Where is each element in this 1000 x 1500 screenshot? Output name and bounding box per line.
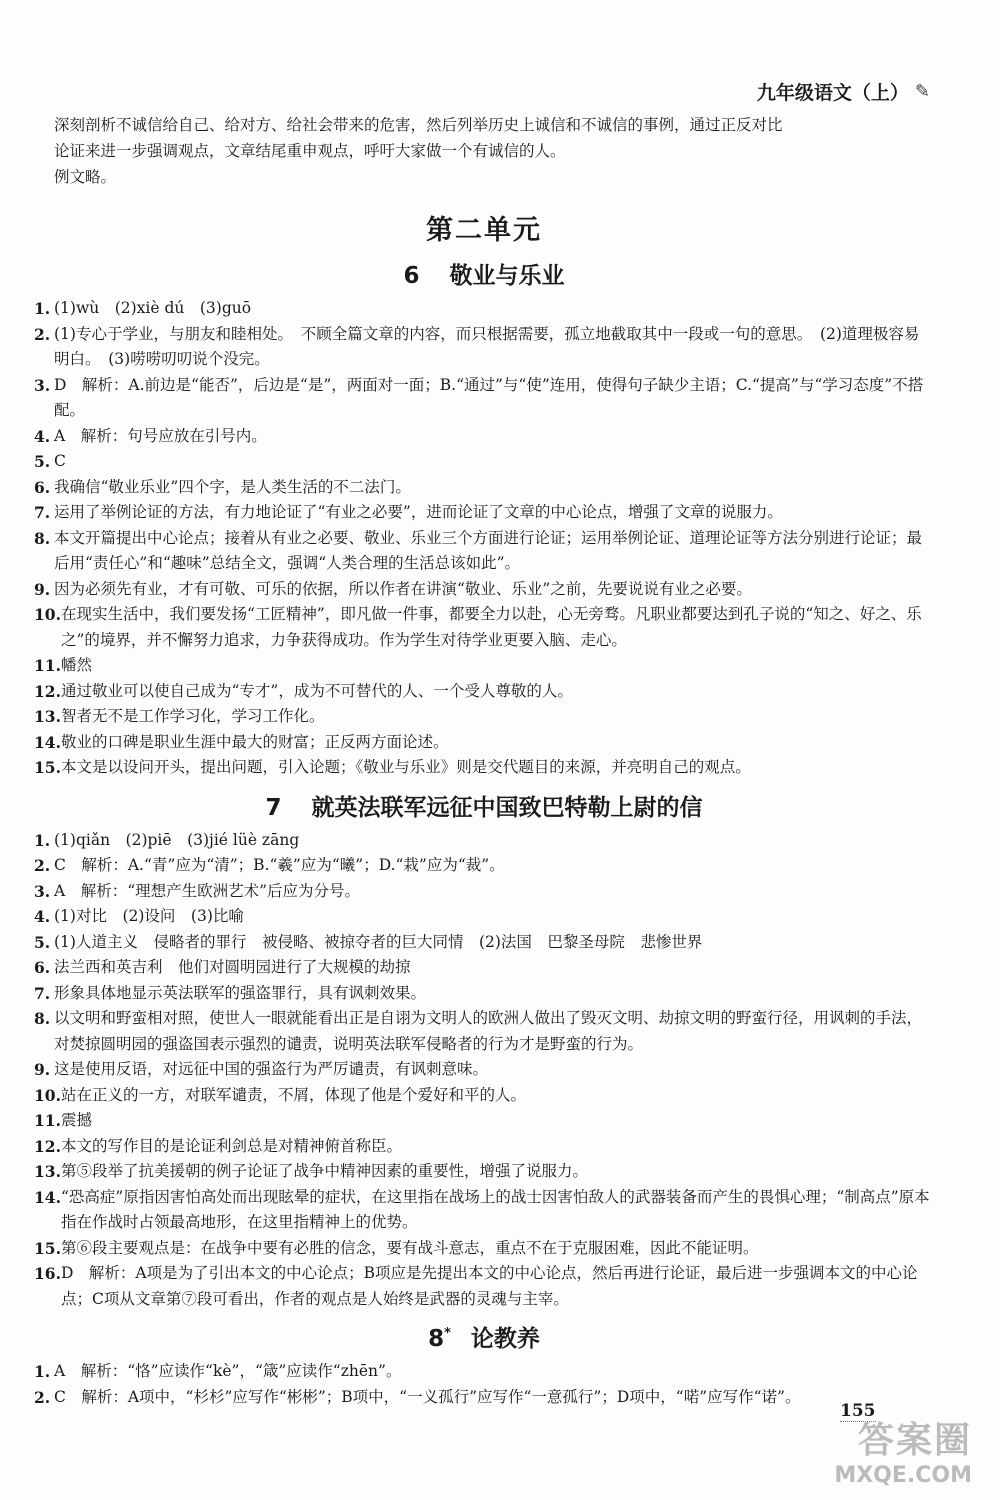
- answer-number: 4.: [34, 426, 51, 446]
- answer-item: [34, 500, 934, 526]
- answer-number: 1.: [34, 299, 51, 318]
- answer-text: D 解析：A.前边是“能否”，后边是“是”，两面对一面；B.“通过”与“使”连用，使得句子缺少主语；C.“提高”与“学习态度”不搭配。: [54, 375, 924, 419]
- answer-text: (1)人道主义 侵略者的罪行 被侵略、被掠夺者的巨大同情 (2)法国 巴黎圣母院 悲惨世界: [54, 932, 703, 951]
- answer-number: 12.: [34, 681, 61, 701]
- answer-text: 智者无不是工作学习化，学习工作化。: [60, 707, 325, 725]
- answer-item: [34, 1006, 934, 1057]
- watermark-url: MXQE.COM: [834, 1463, 972, 1488]
- answer-item: [34, 296, 934, 322]
- answer-item: [34, 1083, 934, 1109]
- answer-text: 震撼: [60, 1111, 92, 1129]
- answer-text: 以文明和野蛮相对照，使世人一眼就能看出正是自诩为文明人的欧洲人做出了毁灭文明、劫掠文明的野蛮行径，用讽刺的手法，对焚掠圆明园的强盗国表示强烈的谴责，说明英法联军侵略者的行为才是野蛮的行为。: [54, 1009, 923, 1053]
- answer-number: 16.: [34, 1264, 61, 1283]
- answer-item: [34, 373, 934, 424]
- answer-text: 法兰西和英吉利 他们对圆明园进行了大规模的劫掠: [54, 958, 411, 976]
- page-number: 155: [840, 1401, 876, 1421]
- answer-item: [34, 1359, 934, 1385]
- answer-item: [34, 981, 934, 1007]
- lesson-name: 就英法联军远征中国致巴特勒上尉的信: [311, 794, 703, 821]
- answer-number: 1.: [34, 1362, 51, 1381]
- lesson-number: 6: [403, 263, 420, 289]
- answer-item: [34, 1261, 934, 1312]
- answer-item: [34, 930, 934, 956]
- answer-item: [34, 1057, 934, 1083]
- intro-line: 例文略。: [54, 168, 117, 186]
- answer-text: 在现实生活中，我们要发扬“工匠精神”，即凡做一件事，都要全力以赴，心无旁骛。凡职业都要达到孔子说的“知之、好之、乐之”的境界，并不懈努力追求，力争获得成功。作为学生对待学业更要入脑、走心。: [60, 605, 922, 649]
- answer-item: [34, 1108, 934, 1134]
- page-content: [34, 112, 934, 1410]
- answer-number: 11.: [34, 1111, 61, 1130]
- lesson-number: 7: [265, 794, 282, 821]
- answer-number: 15.: [34, 758, 61, 777]
- answer-text: 本文是以设问开头，提出问题，引入论题；《敬业与乐业》则是交代题目的来源，并亮明自己的观点。: [60, 758, 751, 776]
- answer-text: C 解析：A.“青”应为“清”；B.“羲”应为“曦”；D.“栽”应为“裁”。: [54, 856, 505, 874]
- lesson-8-answers: [34, 1359, 934, 1410]
- answer-number: 11.: [34, 656, 61, 675]
- optional-mark: *: [444, 1326, 451, 1342]
- lesson-name: 敬业与乐业: [449, 263, 565, 289]
- answer-item: [34, 322, 934, 373]
- lesson-7-answers: [34, 828, 934, 1313]
- answer-text: 敬业的口碑是职业生涯中最大的财富；正反两方面论述。: [60, 732, 449, 751]
- answer-text: 这是使用反语，对远征中国的强盗行为严厉谴责，有讽刺意味。: [54, 1060, 489, 1078]
- answer-item: [34, 955, 934, 981]
- answer-text: D 解析：A项是为了引出本文的中心论点；B项应是先提出本文的中心论点，然后再进行论证，最后进一步强调本文的中心论点；C项从文章第⑦段可看出，作者的观点是人始终是武器的灵魂与主宰。: [60, 1264, 918, 1308]
- answer-number: 13.: [34, 707, 61, 726]
- answer-number: 6.: [34, 958, 51, 977]
- answer-text: 第⑤段举了抗美援朝的例子论证了战争中精神因素的重要性，增强了说服力。: [60, 1162, 588, 1180]
- answer-item: [34, 653, 934, 679]
- answer-number: 5.: [34, 452, 51, 471]
- answer-text: A 解析：“恪”应读作“kè”，“箴”应读作“zhēn”。: [54, 1362, 402, 1380]
- answer-text: (1)qiǎn (2)piē (3)jié lüè zāng: [54, 830, 300, 849]
- answer-text: 形象具体地显示英法联军的强盗罪行，具有讽刺效果。: [54, 983, 427, 1002]
- lesson-6-answers: [34, 296, 934, 781]
- answer-item: [34, 1185, 934, 1236]
- answer-item: [34, 879, 934, 905]
- answer-text: A 解析：“理想产生欧洲艺术”后应为分号。: [54, 881, 361, 900]
- answer-number: 2.: [34, 1387, 51, 1407]
- lesson-8-title: [34, 1320, 934, 1353]
- watermark-logo: 答案圈: [857, 1420, 972, 1461]
- answer-number: 12.: [34, 1136, 61, 1156]
- answer-item: [34, 755, 934, 781]
- answer-number: 8.: [34, 528, 51, 548]
- answer-text: 通过敬业可以使自己成为“专才”，成为不可替代的人、一个受人尊敬的人。: [60, 681, 573, 700]
- answer-number: 10.: [34, 1085, 61, 1105]
- lesson-6-title: [34, 257, 934, 290]
- answer-item: [34, 424, 934, 450]
- answer-text: C: [54, 452, 66, 470]
- answer-number: 10.: [34, 605, 61, 624]
- answer-item: [34, 1236, 934, 1262]
- answer-number: 2.: [34, 856, 51, 875]
- answer-text: 幡然: [60, 656, 92, 674]
- intro-line: 深刻剖析不诚信给自己、给对方、给社会带来的危害，然后列举历史上诚信和不诚信的事例，通过正反对比: [54, 116, 783, 134]
- answer-item: [34, 577, 934, 603]
- answer-number: 8.: [34, 1009, 51, 1028]
- header-title: 九年级语文（上）: [756, 82, 909, 104]
- lesson-name: 论教养: [470, 1326, 540, 1352]
- answer-item: [34, 853, 934, 879]
- lesson-number: 8: [428, 1326, 445, 1352]
- answer-number: 15.: [34, 1238, 61, 1258]
- answer-number: 3.: [34, 375, 51, 395]
- answer-item: [34, 679, 934, 705]
- answer-text: C 解析：A项中，“杉杉”应写作“彬彬”；B项中，“一义孤行”应写作“一意孤行”；D项中，“喏”应写作“诺”。: [54, 1387, 801, 1406]
- answer-item: [34, 1134, 934, 1160]
- intro-line: 论证来进一步强调观点，文章结尾重申观点，呼吁大家做一个有诚信的人。: [54, 142, 566, 160]
- answer-text: 本文的写作目的是论证利剑总是对精神俯首称臣。: [60, 1136, 402, 1155]
- answer-number: 13.: [34, 1162, 61, 1181]
- watermark: [834, 1412, 972, 1488]
- answer-text: 运用了举例论证的方法，有力地论证了“有业之必要”，进而论证了文章的中心论点，增强了文章的说服力。: [54, 503, 783, 521]
- answer-text: (1)wù (2)xiè dú (3)guō: [54, 299, 252, 317]
- answer-item: [34, 904, 934, 930]
- answer-number: 3.: [34, 881, 51, 901]
- answer-item: [34, 828, 934, 854]
- answer-text: (1)专心于学业，与朋友和睦相处。 不顾全篇文章的内容，而只根据需要，孤立地截取其中一段或一句的意思。 (2)道理极容易明白。 (3)唠唠叨叨说个没完。: [54, 324, 920, 368]
- answer-number: 7.: [34, 983, 51, 1003]
- answer-number: 9.: [34, 579, 51, 599]
- answer-text: (1)对比 (2)设问 (3)比喻: [54, 907, 244, 925]
- answer-number: 5.: [34, 932, 51, 952]
- answer-text: 我确信“敬业乐业”四个字，是人类生活的不二法门。: [54, 477, 411, 496]
- answer-item: [34, 526, 934, 577]
- answer-number: 6.: [34, 477, 51, 497]
- lesson-7-title: [34, 789, 934, 822]
- answer-number: 14.: [34, 732, 61, 752]
- answer-item: [34, 602, 934, 653]
- answer-number: 4.: [34, 907, 51, 926]
- answer-item: [34, 704, 934, 730]
- answer-text: 第⑥段主要观点是：在战争中要有必胜的信念，要有战斗意志，重点不在于克服困难，因此不能证明。: [60, 1238, 759, 1257]
- answer-text: 本文开篇提出中心论点；接着从有业之必要、敬业、乐业三个方面进行论证；运用举例论证、道理论证等方法分别进行论证；最后用“责任心”和“趣味”总结全文，强调“人类合理的生活总该如此”。: [54, 528, 923, 572]
- answer-item: [34, 475, 934, 501]
- answer-text: 站在正义的一方，对联军谴责，不屑，体现了他是个爱好和平的人。: [60, 1085, 526, 1104]
- answer-text: 因为必须先有业，才有可敬、可乐的依据，所以作者在讲演“敬业、乐业”之前，先要说说有业之必要。: [54, 579, 752, 598]
- unit-title: 第二单元: [426, 215, 542, 246]
- answer-item: [34, 730, 934, 756]
- answer-number: 1.: [34, 830, 51, 850]
- answer-text: A 解析：句号应放在引号内。: [54, 426, 267, 445]
- answer-text: “恐高症”原指因害怕高处而出现眩晕的症状，在这里指在战场上的战士因害怕敌人的武器装备而产生的畏惧心理；“制高点”原本指在作战时占领最高地形，在这里指精神上的优势。: [60, 1187, 930, 1231]
- answer-number: 7.: [34, 503, 51, 522]
- answer-number: 2.: [34, 324, 51, 344]
- answer-number: 9.: [34, 1060, 51, 1079]
- answer-item: [34, 1159, 934, 1185]
- answer-number: 14.: [34, 1187, 61, 1207]
- answer-item: [34, 449, 934, 475]
- decoration-icon: ✎: [914, 81, 930, 102]
- running-header: [757, 78, 930, 105]
- answer-item: [34, 1385, 934, 1411]
